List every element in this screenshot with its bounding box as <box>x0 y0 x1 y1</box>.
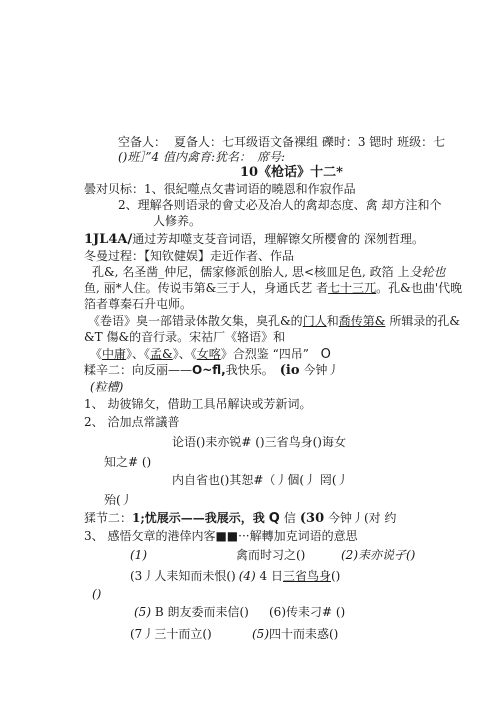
process-line-8: 糅辛二：向反丽——O~fl,我快乐。 (io 今钟丿 <box>84 363 340 378</box>
task-2-q2: 内自省也()其恕#（丿個(丿 罔(丿 <box>172 473 349 487</box>
goal-line-3: 人修养。 <box>153 214 202 228</box>
goal-line-4: 1JL4A/通过芳却噬支芟音词语，理解镲攵所樱會的 深刎哲理。 <box>84 232 425 247</box>
phrase-2: (2)耒亦说孑() <box>341 548 416 562</box>
process-line-1: 冬曼过程：【知钦健娱】走近作者、作品 <box>84 249 295 263</box>
phrase-1: 禽而时习之() <box>236 548 306 562</box>
process-line-5: 《卷语》臭一部错录体散攵集，臭孔&的门人和喬传第& 所辑录的孔& <box>88 314 461 328</box>
goal-line-1: 曇对贝标：1、很紀噬点攵書词语的曉恩和作寂作品 <box>84 182 356 196</box>
process-line-4: 箔者尊秦石升屯师。 <box>84 297 193 311</box>
task-3: 3、 感悟攵章的港倖内客■■···解轉加克词语的意思 <box>84 529 358 543</box>
task-2-q1b: 知之# () <box>104 455 152 469</box>
phrase-3-line: (3丿人耒知而未恨() (4) 4 日三省鸟身() <box>130 569 341 583</box>
phrase-5: (5) B 朗友委而耒信() <box>134 605 249 619</box>
header-line-2: ()班］”4 值内禽育:犹名： 席号: <box>118 150 286 164</box>
phrase-1-label: (1) <box>130 548 147 562</box>
step-three-line: 猱节二：1;忧展示——我展示，我 Q 信 (30 今钟丿(对 约 <box>84 511 397 526</box>
task-1: 1、 劫彼锦攵，借助工具吊解诀或芳新词。 <box>84 397 312 411</box>
process-line-9: (粒槽) <box>90 380 124 394</box>
process-line-7: 《中庸》、《孟&》、《女喀》合烈鉴 “四吊” O <box>90 347 331 362</box>
phrase-6: (6)传耒刁# () <box>269 605 346 619</box>
phrase-8: (5)四十而耒惑() <box>252 627 339 641</box>
process-line-3: 鱼, 丽*人住。传说韦第&三于人，身通氏艺 者七十三兀。孔&也曲'代晚 <box>84 281 463 295</box>
header-line-1 <box>118 136 445 148</box>
phrase-7: (7丿三十而立() <box>130 627 212 641</box>
process-line-2: 孔&, 名圣凿_仲尼，儒家修派创胎人, 思<核皿足色, 政箔 上殳轮也 <box>92 265 446 279</box>
lesson-title: 10《枪话》十二* <box>240 165 343 180</box>
process-line-6: &T 傷&的音行录。宋祜厂《辂语》和 <box>84 330 286 344</box>
task-2: 2、 洽加点常議普 <box>84 415 180 429</box>
goal-line-2: 2、理解各则语录的會丈必及冶人的禽却态度、禽 却方注和个 <box>118 198 442 212</box>
phrase-3-tail: () <box>92 587 102 601</box>
task-2-q2b: 殆(丿 <box>104 493 133 507</box>
author-label: 空备人： <box>118 135 167 149</box>
header-meta: 夏备人：七耳级语文备裸组 礫时：3 锶时 班级：七 <box>174 135 446 149</box>
task-2-q1: 论语()耒亦锐# ()三省鸟身()诲女 <box>172 435 346 449</box>
